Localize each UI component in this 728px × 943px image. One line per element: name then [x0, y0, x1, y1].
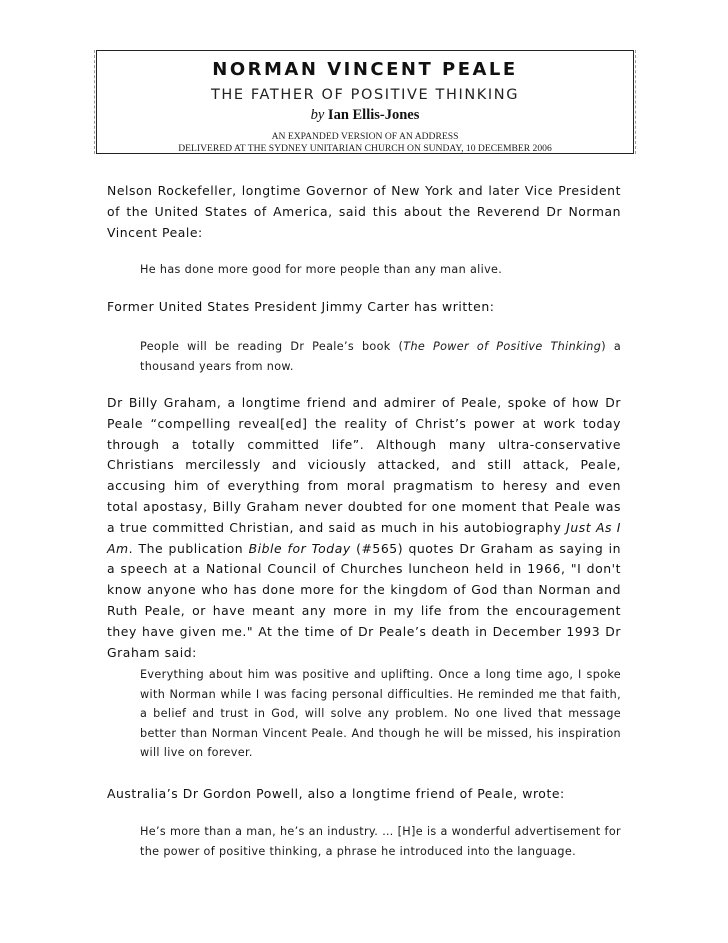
quote-carter — [140, 337, 621, 376]
document-title: NORMAN VINCENT PEALE — [212, 59, 518, 80]
paragraph-graham — [107, 393, 621, 663]
author-line — [97, 107, 633, 124]
paragraph-powell: Australia’s Dr Gordon Powell, also a longtime friend of Peale, wrote: — [107, 786, 565, 801]
book-title-power-of-positive-thinking: The Power of Positive Thinking — [403, 340, 602, 353]
paragraph-carter: Former United States President Jimmy Carter has written: — [107, 299, 495, 314]
paragraph-graham-part2: . The publication — [128, 540, 249, 556]
quote-rockefeller: He has done more good for more people than any man alive. — [140, 263, 503, 276]
address-note-line1: AN EXPANDED VERSION OF AN ADDRESS — [271, 131, 459, 142]
title-box — [96, 50, 634, 154]
paragraph-rockefeller: Nelson Rockefeller, longtime Governor of New York and later Vice President of the United States of America, said this about the Reverend Dr Norman Vincent Peale: — [107, 183, 621, 240]
quote-graham: Everything about him was positive and uplifting. Once a long time ago, I spoke with Norman while I was facing personal difficulties. He reminded me that faith, a belief and trust in God, will solve any problem. No one lived that message better than Norman Vincent Peale. And though he will be missed, his inspiration will live on forever. — [140, 668, 621, 759]
by-word: by — [310, 107, 325, 123]
quote-carter-part1: People will be reading Dr Peale’s book ( — [140, 340, 404, 353]
quote-carter-part2: ) a thousand years from now. — [140, 340, 622, 373]
document-subtitle: THE FATHER OF POSITIVE THINKING — [210, 87, 520, 103]
paragraph-graham-part1: Dr Billy Graham, a longtime friend and admirer of Peale, spoke of how Dr Peale “compelling reveal[ed] the reality of Christ’s power at work today through a totally committed life”. Although many ultra-conservative Christians mercilessly and viciously attacked, and still attack, Peale, accusing him of everything from moral pragmatism to heresy and even total apostasy, Billy Graham never doubted for one moment that Peale was a true committed Christian, and said as much in his autobiography — [107, 395, 621, 535]
address-note-line2: DELIVERED AT THE SYDNEY UNITARIAN CHURCH ON SUNDAY, 10 DECEMBER 2006 — [178, 143, 552, 154]
quote-powell: He’s more than a man, he’s an industry. … [H]e is a wonderful advertisement for the power of positive thinking, a phrase he introduced into the language. — [140, 825, 621, 858]
author-name: Ian Ellis-Jones — [327, 107, 420, 123]
publication-bible-for-today: Bible for Today — [248, 540, 351, 556]
book-title-just-as-i-am: Just As I Am — [107, 519, 621, 556]
paragraph-graham-part3: (#565) quotes Dr Graham as saying in a speech at a National Council of Churches luncheon held in 1966, "I don't know anyone who has done more for the kingdom of God than Norman and Ruth Peale, or have meant any more in my life from the encouragement they have given me." At the time of Dr Peale’s death in December 1993 Dr Graham said: — [107, 540, 621, 660]
